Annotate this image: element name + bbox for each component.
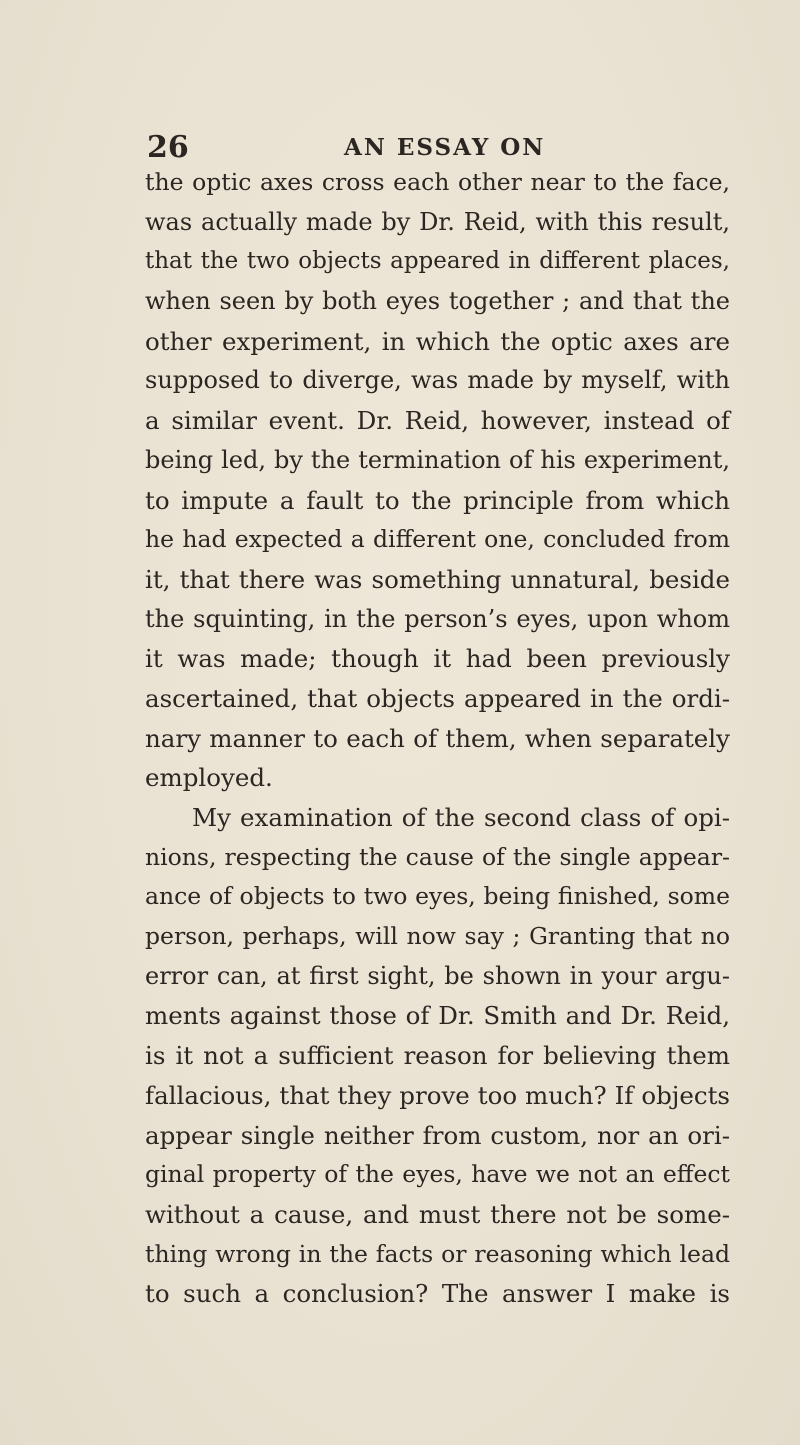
text-line: without a cause, and must there not be some- <box>145 1199 730 1229</box>
text-line: being led, by the termination of his experiment, <box>145 445 730 474</box>
text-line: error can, at first sight, be shown in your argu- <box>145 961 730 990</box>
text-line: supposed to diverge, was made by myself, with <box>145 366 730 395</box>
running-title: AN ESSAY ON <box>344 134 546 161</box>
page-number: 26 <box>147 130 189 165</box>
text-line: a similar event. Dr. Reid, however, instead of <box>145 406 730 436</box>
text-line: ascertained, that objects appeared in the ordi- <box>145 683 730 713</box>
text-line: when seen by both eyes together ; and that the <box>145 287 730 316</box>
text-line: he had expected a different one, concluded from <box>145 525 730 554</box>
text-line: thing wrong in the facts or reasoning which lead <box>145 1239 730 1268</box>
text-line: other experiment, in which the optic axes are <box>145 326 730 356</box>
text-line: employed. <box>145 763 273 793</box>
text-line: is it not a sufficient reason for believing them <box>145 1041 730 1071</box>
text-line: person, perhaps, will now say ; Granting that no <box>145 922 730 951</box>
text-line: the squinting, in the person’s eyes, upon whom <box>145 604 730 633</box>
text-line: ance of objects to two eyes, being finished, some <box>145 882 730 911</box>
text-line: it, that there was something unnatural, beside <box>145 564 730 594</box>
text-line: ginal property of the eyes, have we not an effect <box>145 1160 730 1189</box>
text-line: was actually made by Dr. Reid, with this result, <box>145 207 730 236</box>
body-text <box>145 163 730 1314</box>
text-line: ments against those of Dr. Smith and Dr. Reid, <box>145 1001 730 1031</box>
text-line: the optic axes cross each other near to the face, <box>145 168 730 196</box>
text-line: nary manner to each of them, when separately <box>145 723 730 753</box>
text-line: to such a conclusion? The answer I make is <box>145 1279 730 1309</box>
text-line: to impute a fault to the principle from which <box>145 485 730 515</box>
text-line: that the two objects appeared in different places, <box>145 248 730 275</box>
text-line: appear single neither from custom, nor an ori- <box>145 1120 730 1150</box>
text-line: it was made; though it had been previously <box>145 644 730 674</box>
text-line: fallacious, that they prove too much? If objects <box>145 1080 730 1110</box>
text-line: My examination of the second class of opi- <box>192 803 730 832</box>
text-line: nions, respecting the cause of the single appear- <box>145 842 730 871</box>
